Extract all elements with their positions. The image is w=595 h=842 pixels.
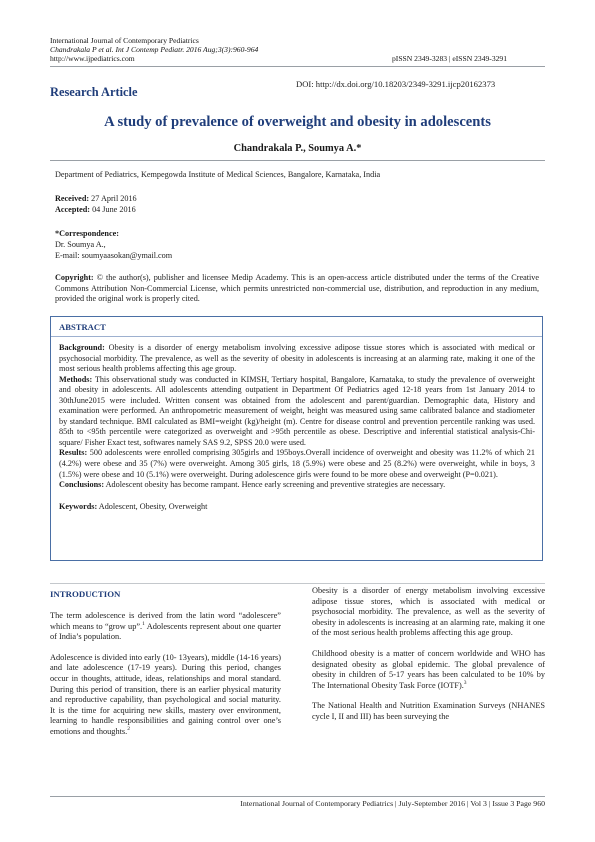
abstract-keywords: Keywords: Adolescent, Obesity, Overweight	[59, 501, 208, 511]
journal-name: International Journal of Contemporary Pediatrics	[50, 36, 199, 45]
left-column	[50, 611, 281, 738]
intro-paragraph-5: The National Health and Nutrition Examination Surveys (NHANES cycle I, II and III) has been surveying the	[312, 701, 545, 721]
intro-paragraph-3: Obesity is a disorder of energy metabolism involving excessive adipose tissue stores, which is associated with medical or psychosocial morbidity. The prevalence, as well as the severity of obesity in adolescents is increasing at an alarming rate, making it one of the most serious health problems affecting this age group.	[312, 586, 545, 638]
page-footer: International Journal of Contemporary Pediatrics | July-September 2016 | Vol 3 | Issue 3 Page 960	[240, 799, 545, 808]
abstract-body	[59, 343, 535, 512]
correspondence-email[interactable]: E-mail: soumyaasokan@ymail.com	[55, 251, 173, 260]
article-title: A study of prevalence of overweight and obesity in adolescents	[104, 114, 491, 130]
header-rule	[50, 66, 545, 67]
accepted-date: Accepted: 04 June 2016	[55, 205, 136, 214]
affiliation: Department of Pediatrics, Kempegowda Institute of Medical Sciences, Bangalore, Karnataka, India	[55, 170, 381, 179]
authors-rule	[50, 160, 545, 161]
intro-paragraph-1: The term adolescence is derived from the latin word “adolescere” which means to “grow up”.$^1$ Adolescents represent about one quarter of India’s population.	[50, 611, 281, 642]
intro-paragraph-4: Childhood obesity is a matter of concern worldwide and WHO has designated obesity as global epidemic. The global prevalence of obesity in children of 5-17 years has been calculated to be 10% by The International Obesity Task Force (IOTF).$^3$	[312, 648, 545, 690]
abstract-methods: Methods: This observational study was conducted in KIMSH, Tertiary hospital, Bangalore, Karnataka, to study the prevalence of overweight and obesity in adolescents. All adolescents attending outpatient in Department Of Pediatrics aged 12-18 years from 1st January 2014 to 30thJune2015 were included. Written consent was obtained from the adolescent and parent/guardian. Demographic data, History and examination were performed. An anthropometric measurement of weight, height was measured using same calibrated balance and stadiometer by standard technique. BMI calculated as BMI=weight (kg)/height (m). Centre for disease control and prevention percentile ranking was used. 85th to <95th percentile were categorized as overweight and >95th percentile as obese. Descriptive and inferential statistical analysis-Chi-square/ Fisher Exact test, softwares namely SAS 9.2, SPSS 20.0 were used.	[59, 374, 535, 447]
correspondence-label: *Correspondence:	[55, 229, 119, 238]
journal-issn: pISSN 2349-3283 | eISSN 2349-3291	[392, 54, 508, 63]
abstract-conclusions: Conclusions: Adolescent obesity has become rampant. Hence early screening and preventive strategies are necessary.	[59, 480, 446, 490]
received-date: Received: 27 April 2016	[55, 194, 137, 203]
intro-paragraph-2: Adolescence is divided into early (10- 13years), middle (14-16 years) and late adolescence (17-19 years). During this period, changes occur in thoughts, attitude, ideas, relationships and moral standard. During this period of transition, there is an earlier physical maturity and reproductive capability, than psychological and social maturity. It is the time for acquiring new skills, mastery over environment, learning to handle responsibilities and gaining control over one’s emotions and thoughts.$^2$	[50, 652, 281, 736]
correspondence-name: Dr. Soumya A.,	[55, 240, 106, 249]
journal-citation: Chandrakala P et al. Int J Contemp Pediatr. 2016 Aug;3(3):960-964	[50, 45, 259, 54]
abstract-heading: ABSTRACT	[59, 322, 106, 332]
body-top-rule	[50, 583, 545, 584]
abstract-background: Background: Obesity is a disorder of energy metabolism involving excessive adipose tissue stores which is associated with medical or psychosocial morbidity. The prevalence, as well as the severity of obesity in adolescents is increasing at an alarming rate, making it one of the most serious health problems affecting this age group.	[59, 343, 535, 374]
copyright: Copyright: © the author(s), publisher and licensee Medip Academy. This is an open-access article distributed under the terms of the Creative Commons Attribution Non-Commercial License, which permits unrestricted non-commercial use, distribution, and reproduction in any medium, provided the original work is properly cited.	[55, 273, 539, 304]
authors: Chandrakala P., Soumya A.*	[233, 143, 362, 154]
abstract-results: Results: 500 adolescents were enrolled comprising 305girls and 195boys.Overall incidence of overweight and obesity was 11.2% of which 21 (4.2%) were obese and 35 (7%) were overweight. Among 305 girls, 18 (5.9%) were obese and 25 (8.2%) were overweight, while in boys, 3 (1.5%) were obese and 10 (5.1%) were overweight. During adolescence girls were found to be more obese and overweight (P=0.021).	[59, 448, 535, 479]
article-type: Research Article	[50, 85, 138, 99]
right-column	[312, 586, 545, 723]
introduction-heading: INTRODUCTION	[50, 589, 121, 599]
journal-url[interactable]: http://www.ijpediatrics.com	[50, 54, 135, 63]
abstract-heading-rule	[51, 336, 542, 337]
footer-rule	[50, 796, 545, 797]
doi[interactable]: DOI: http://dx.doi.org/10.18203/2349-3291.ijcp20162373	[296, 79, 496, 89]
